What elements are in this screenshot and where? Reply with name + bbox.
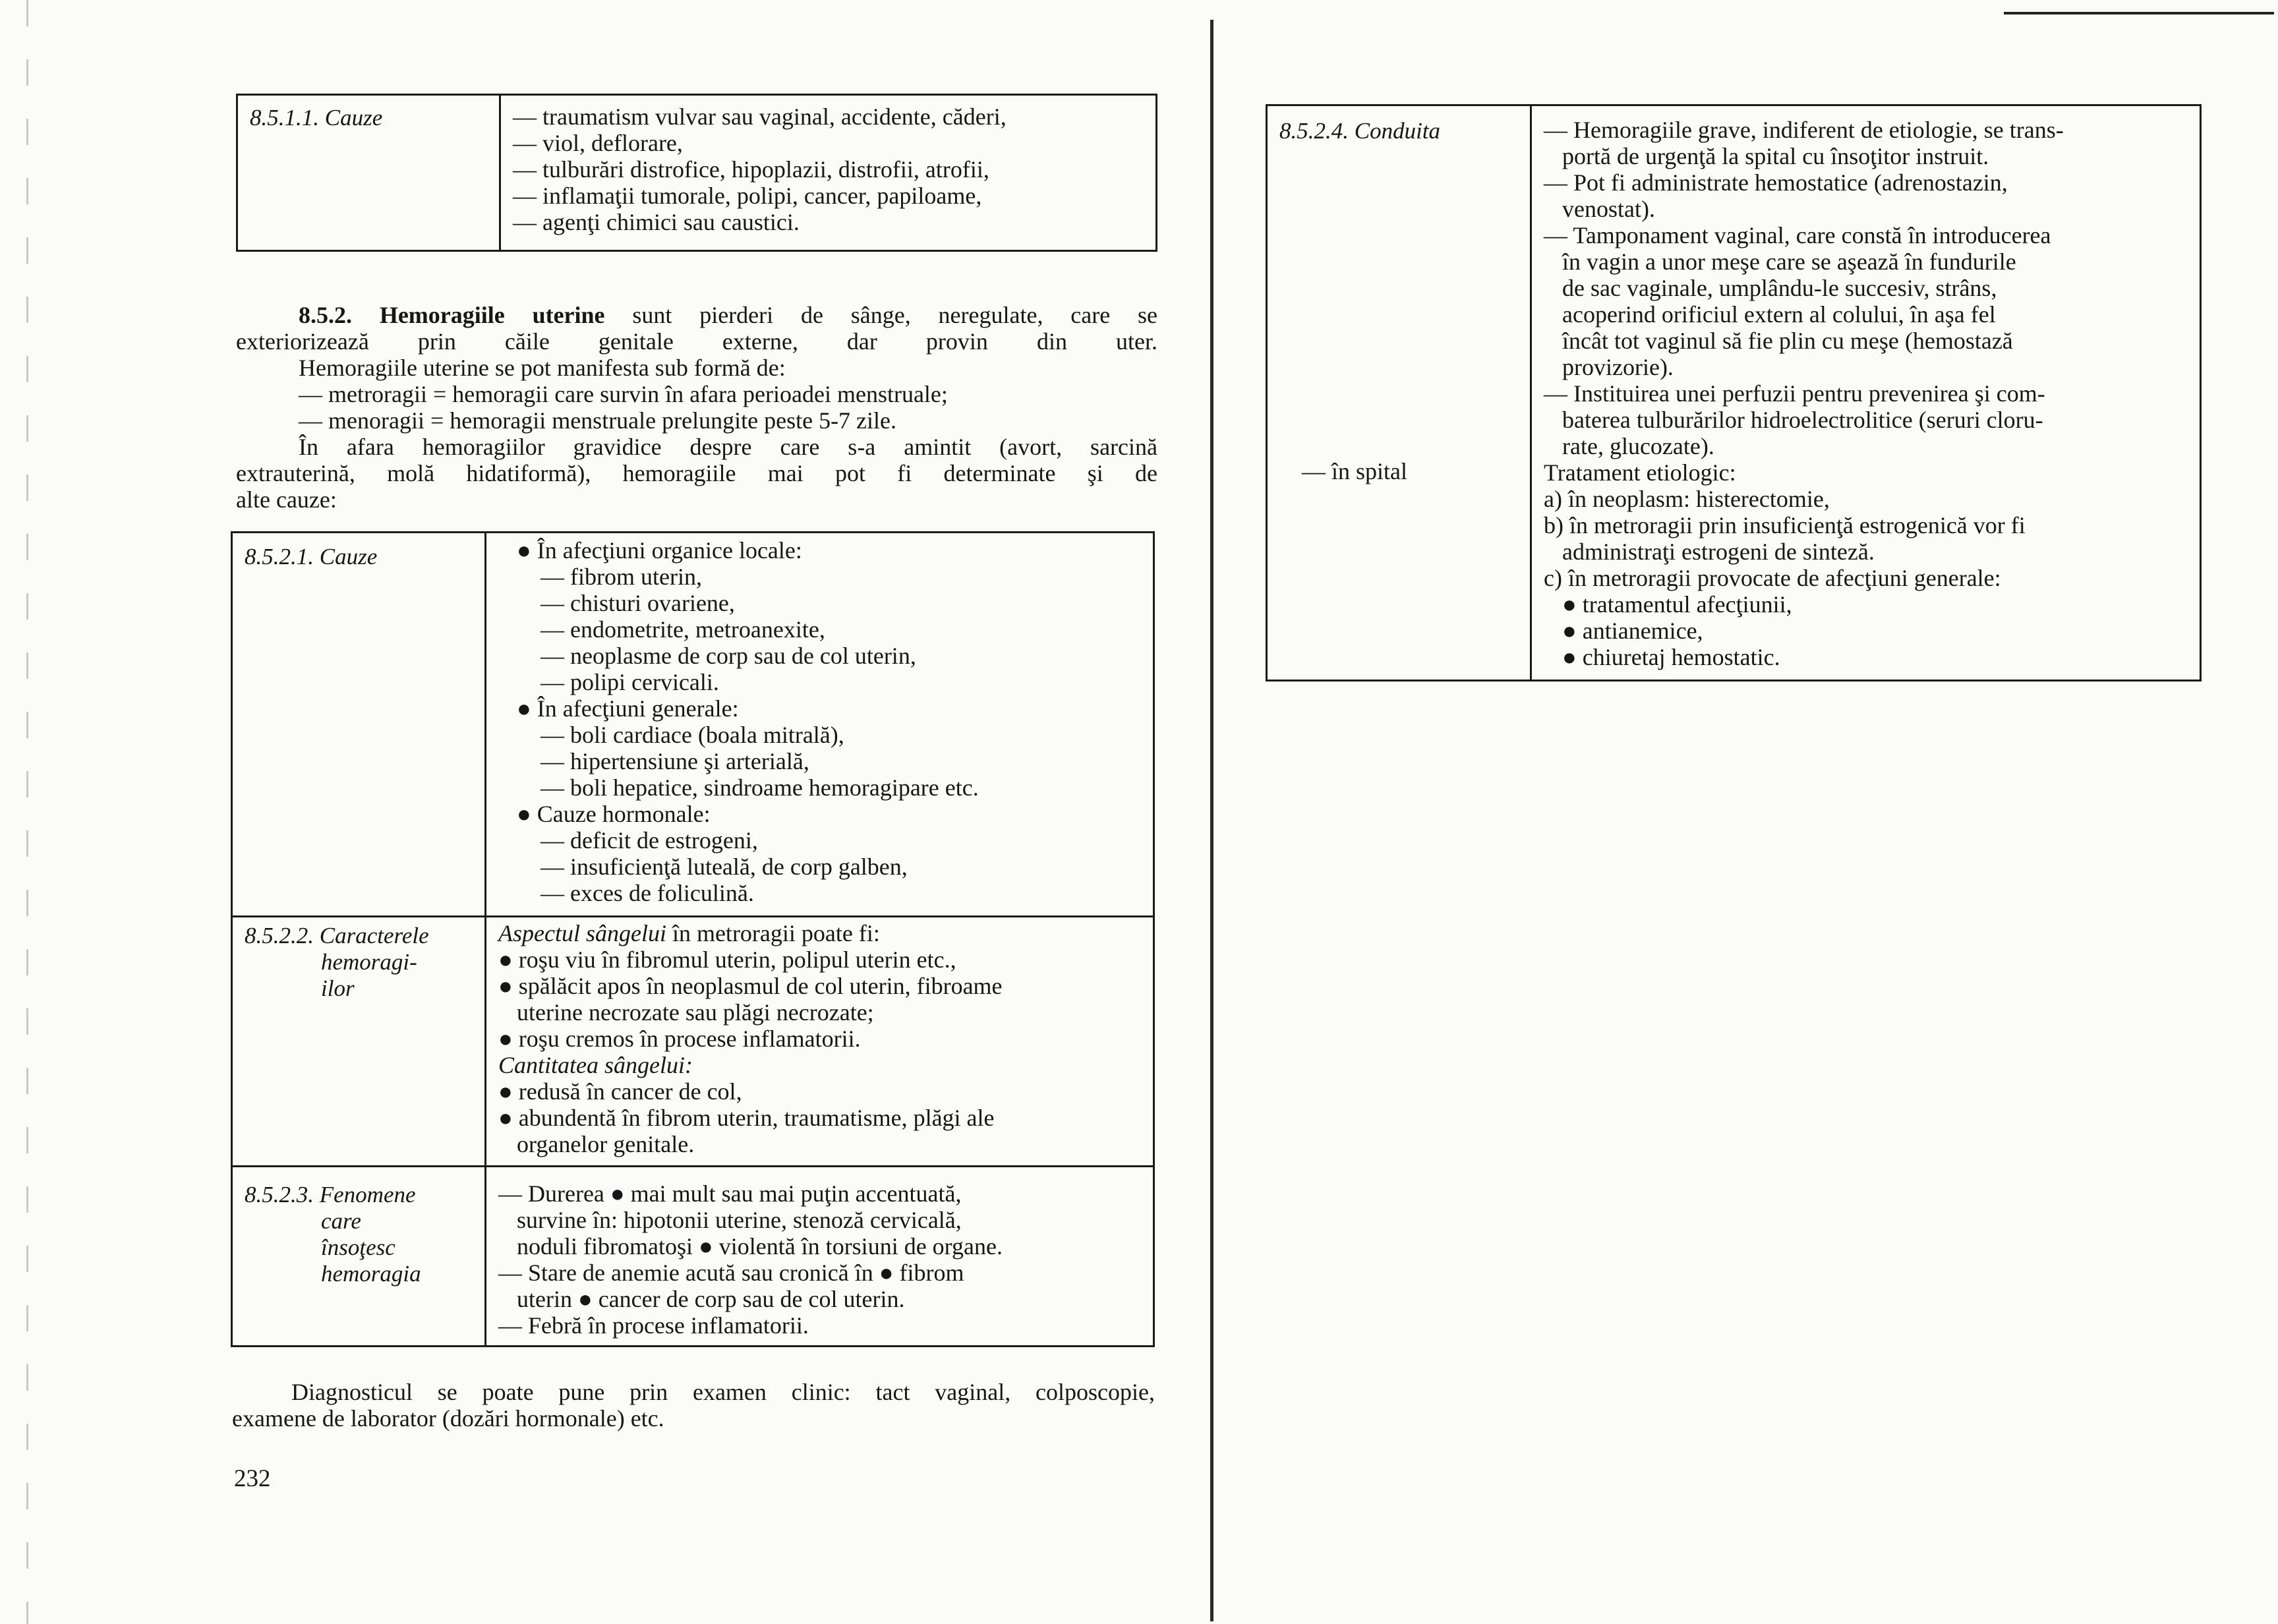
- list-item: portă de urgenţă la spital cu însoţitor instruit.: [1562, 143, 1989, 169]
- table-row: [232, 917, 1154, 1167]
- list-item: — insuficienţă luteală, de corp galben,: [540, 854, 908, 880]
- section-paragraph: [236, 302, 1157, 513]
- causes-label-cell: [237, 95, 500, 251]
- list-item: — Stare de anemie acută sau cronică în ● fibrom: [498, 1260, 964, 1286]
- row-label: ilor: [321, 975, 355, 1001]
- row-content-cell: [486, 917, 1154, 1167]
- aspect-heading: Aspectul sângelui: [498, 920, 666, 946]
- row-label-cell: [232, 1167, 486, 1347]
- paragraph-line: alte cauze:: [236, 486, 337, 513]
- list-item: — neoplasme de corp sau de col uterin,: [540, 643, 916, 669]
- treatment-heading: Tratament etiologic:: [1544, 459, 1736, 486]
- paragraph-line: examene de laborator (dozări hormonale) etc.: [232, 1405, 664, 1432]
- list-item: a) în neoplasm: histerectomie,: [1544, 486, 1830, 512]
- list-item: noduli fibromatoşi ● violentă în torsiuni de organe.: [517, 1233, 1003, 1260]
- list-item: rate, glucozate).: [1562, 433, 1714, 459]
- list-item: survine în: hipotonii uterine, stenoză cervicală,: [517, 1207, 962, 1233]
- uterine-hemorrhage-table: [231, 531, 1155, 1347]
- list-item: — endometrite, metroanexite,: [540, 616, 825, 643]
- list-item: — exces de foliculină.: [540, 880, 754, 906]
- table-row: [232, 1167, 1154, 1347]
- row-content-cell: [486, 1167, 1154, 1347]
- list-item: — Tamponament vaginal, care constă în introducerea: [1544, 222, 2051, 248]
- list-item: administraţi estrogeni de sinteză.: [1562, 538, 1875, 565]
- list-item: — tulburări distrofice, hipoplazii, distrofii, atrofii,: [513, 156, 989, 183]
- list-item: — Pot fi administrate hemostatice (adrenostazin,: [1544, 169, 2008, 196]
- list-item: — Instituirea unei perfuzii pentru prevenirea şi com-: [1544, 380, 2045, 407]
- list-item: — inflamaţii tumorale, polipi, cancer, papiloame,: [513, 183, 982, 209]
- causes-table: [236, 94, 1157, 252]
- row-label-cell: [232, 533, 486, 917]
- paragraph-line: extrauterină, molă hidatiformă), hemoragiile mai pot fi determinate şi de: [236, 460, 1157, 486]
- list-item: — fibrom uterin,: [540, 564, 702, 590]
- conduct-table: [1266, 104, 2202, 682]
- list-item: provizorie).: [1562, 354, 1674, 380]
- list-item: — boli hepatice, sindroame hemoragipare etc.: [540, 774, 979, 801]
- list-item: [498, 920, 1142, 946]
- list-item: c) în metroragii provocate de afecţiuni generale:: [1544, 565, 2001, 591]
- list-item: — chisturi ovariene,: [540, 590, 735, 616]
- list-item: — polipi cervicali.: [540, 669, 719, 695]
- list-item: — boli cardiace (boala mitrală),: [540, 722, 844, 748]
- section-heading-line: [236, 302, 1157, 328]
- row-label: 8.5.2.3. Fenomene: [245, 1182, 416, 1207]
- row-label: însoţesc: [321, 1234, 395, 1260]
- list-item: baterea tulburărilor hidroelectrolitice (seruri cloru-: [1562, 407, 2043, 433]
- list-item: ● roşu viu în fibromul uterin, polipul uterin etc.,: [498, 946, 956, 973]
- conduct-sub-label: — în spital: [1302, 458, 1407, 484]
- list-item: ● redusă în cancer de col,: [498, 1078, 742, 1105]
- list-item: — Durerea ● mai mult sau mai puţin accentuată,: [498, 1180, 962, 1207]
- list-item: — traumatism vulvar sau vaginal, accidente, căderi,: [513, 103, 1007, 130]
- paragraph-line: Hemoragiile uterine se pot manifesta sub formă de:: [299, 355, 786, 381]
- conduct-label: 8.5.2.4. Conduita: [1279, 118, 1441, 144]
- aspect-heading-rest: în metroragii poate fi:: [666, 920, 880, 946]
- row-label: 8.5.2.1. Cauze: [245, 544, 378, 569]
- list-item: organelor genitale.: [517, 1131, 695, 1157]
- paragraph-line: exteriorizează prin căile genitale externe, dar provin din uter.: [236, 328, 1157, 355]
- row-label: hemoragia: [321, 1261, 421, 1287]
- list-item: ● abundentă în fibrom uterin, traumatisme, plăgi ale: [498, 1105, 995, 1131]
- conduct-content-cell: [1531, 105, 2201, 681]
- list-item: ● În afecţiuni organice locale:: [517, 537, 802, 564]
- list-item: venostat).: [1562, 196, 1655, 222]
- page-number: 232: [234, 1465, 271, 1492]
- list-item: — deficit de estrogeni,: [540, 827, 758, 854]
- right-page: [1219, 0, 2278, 1624]
- list-item: în vagin a unor meşe care se aşează în fundurile: [1562, 248, 2016, 275]
- causes-label: 8.5.1.1. Cauze: [250, 105, 383, 130]
- row-label: hemoragi-: [321, 949, 417, 975]
- row-label: 8.5.2.2. Caracterele: [245, 923, 429, 948]
- table-row: [1267, 105, 2201, 681]
- list-item: — Febră în procese inflamatorii.: [498, 1312, 809, 1339]
- list-item: ● În afecţiuni generale:: [517, 695, 739, 722]
- causes-list: [500, 95, 1157, 251]
- list-item: ● roşu cremos în procese inflamatorii.: [498, 1026, 861, 1052]
- list-item: ● tratamentul afecţiunii,: [1562, 591, 1792, 618]
- paragraph-line: Diagnosticul se poate pune prin examen clinic: tact vaginal, colposcopie,: [291, 1379, 1155, 1405]
- section-heading-rest: sunt pierderi de sânge, neregulate, care se: [632, 302, 1158, 328]
- section-heading: 8.5.2. Hemoragiile uterine: [299, 302, 605, 328]
- diagnosis-paragraph: [232, 1379, 1155, 1432]
- list-item: ● antianemice,: [1562, 618, 1703, 644]
- quantity-heading: Cantitatea sângelui:: [498, 1052, 693, 1078]
- row-label-cell: [232, 917, 486, 1167]
- list-item: b) în metroragii prin insuficienţă estrogenică vor fi: [1544, 512, 2026, 538]
- table-row: [232, 533, 1154, 917]
- list-item: de sac vaginale, umplându-le succesiv, strâns,: [1562, 275, 1997, 301]
- row-label: care: [321, 1208, 361, 1234]
- list-item: — Hemoragiile grave, indiferent de etiologie, se trans-: [1544, 117, 2064, 143]
- paragraph-line: — menoragii = hemoragii menstruale prelungite peste 5-7 zile.: [299, 407, 897, 434]
- list-item: acoperind orificiul extern al colului, în aşa fel: [1562, 301, 1996, 328]
- list-item: uterine necrozate sau plăgi necrozate;: [517, 999, 874, 1026]
- list-item: — agenţi chimici sau caustici.: [513, 209, 800, 235]
- list-item: încât tot vaginul să fie plin cu meşe (hemostază: [1562, 328, 2013, 354]
- list-item: ● spălăcit apos în neoplasmul de col uterin, fibroame: [498, 973, 1003, 999]
- list-item: uterin ● cancer de corp sau de col uterin.: [517, 1286, 905, 1312]
- row-content-cell: [486, 533, 1154, 917]
- list-item: — viol, deflorare,: [513, 130, 683, 156]
- list-item: ● Cauze hormonale:: [517, 801, 711, 827]
- list-item: — hipertensiune şi arterială,: [540, 748, 809, 774]
- paragraph-line: — metroragii = hemoragii care survin în afara perioadei menstruale;: [299, 381, 948, 407]
- conduct-label-cell: [1267, 105, 1531, 681]
- paragraph-line: În afara hemoragiilor gravidice despre care s-a amintit (avort, sarcină: [299, 434, 1157, 460]
- list-item: ● chiuretaj hemostatic.: [1562, 644, 1780, 670]
